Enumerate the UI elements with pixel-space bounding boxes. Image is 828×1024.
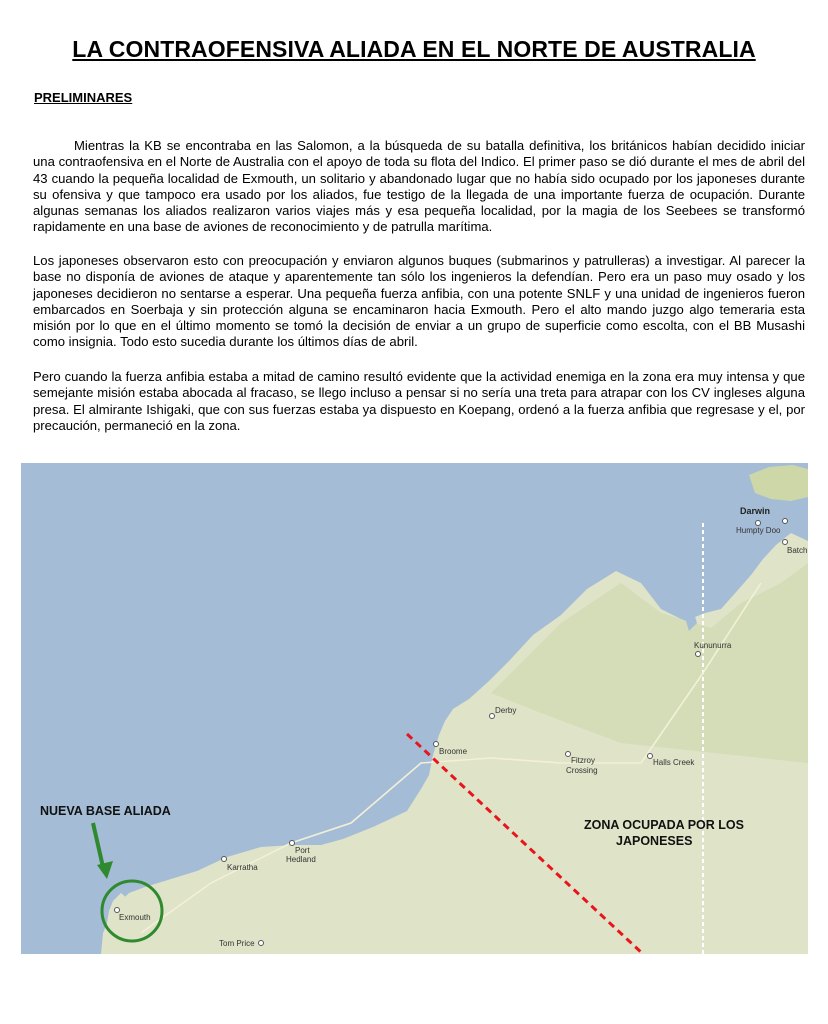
port-hedland-label-line1: Port <box>295 846 310 855</box>
port-hedland-label-line2: Hedland <box>286 855 316 864</box>
humpty-doo-marker <box>783 519 788 524</box>
tom-price-label: Tom Price <box>219 939 255 948</box>
occupied-zone-annotation-line2: JAPONESES <box>616 834 693 848</box>
paragraph-3: Pero cuando la fuerza anfibia estaba a mitad de camino resultó evidente que la actividad enemiga en la zona era muy intensa y que semejante misión estaba abocada al fracaso, se llego incluso a pensar si no sería una treta para atrapar con los CV ingleses alguna presa. El almirante Ishigaki, que con sus fuerzas estaba ya dispuesto en Koepang, ordenó a la fuerza anfibia que regresase y el, por precaución, permaneció en la zona. <box>33 369 805 433</box>
kununurra-label: Kununurra <box>694 641 732 650</box>
derby-label: Derby <box>495 706 517 715</box>
section-heading: PRELIMINARES <box>34 90 133 105</box>
fitzroy-label-line1: Fitzroy <box>571 756 595 765</box>
darwin-label: Darwin <box>740 506 771 516</box>
new-base-annotation: NUEVA BASE ALIADA <box>40 804 171 818</box>
halls-creek-marker <box>648 754 653 759</box>
halls-creek-label: Halls Creek <box>653 758 695 767</box>
occupied-zone-annotation-line1: ZONA OCUPADA POR LOS <box>584 818 744 832</box>
karratha-marker <box>222 857 227 862</box>
karratha-label: Karratha <box>227 863 258 872</box>
tom-price-marker <box>259 941 264 946</box>
kununurra-marker <box>696 652 701 657</box>
port-hedland-marker <box>290 841 295 846</box>
humpty-doo-label: Humpty Doo <box>736 526 781 535</box>
broome-marker <box>434 742 439 747</box>
batch-label: Batch <box>787 546 808 555</box>
exmouth-marker <box>115 908 120 913</box>
broome-label: Broome <box>439 747 468 756</box>
fitzroy-label-line2: Crossing <box>566 766 598 775</box>
derby-marker <box>490 714 495 719</box>
paragraph-2: Los japoneses observaron esto con preocupación y enviaron algunos buques (submarinos y patrulleras) a investigar. Al parecer la base no disponía de aviones de ataque y aparentemente tan sólo los ingenieros la defendían. Pero era un paso muy osado y los japoneses decidieron no sentarse a esperar. Una pequeña fuerza anfibia, con una potente SNLF y una unidad de ingenieros fueron embarcados en Soerbaja y sin protección alguna se encaminaron hacia Exmouth. Pero el alto mando juzgo algo temeraria esta misión por lo que en el último momento se tomó la decisión de enviar a un grupo de superficie como escolta, con el BB Musashi como insignia. Todo esto sucedia durante los últimos días de abril. <box>33 253 805 350</box>
fitzroy-marker <box>566 752 571 757</box>
map-north-australia <box>21 463 808 954</box>
paragraph-1: Mientras la KB se encontraba en las Salomon, a la búsqueda de su batalla definitiva, los británicos habían decidido iniciar una contraofensiva en el Norte de Australia con el apoyo de toda su flota del Indico. El primer paso se dió durante el mes de abril del 43 cuando la pequeña localidad de Exmouth, un solitario y abandonado lugar que no había sido ocupado por los japoneses durante su ofensiva y que tampoco era usado por los aliados, fue testigo de la llegada de una importante fuerza de ocupación. Durante algunas semanas los aliados realizaron varios viajes más y esa pequeña localidad, por la magia de los Seebees se transformó rapidamente en una base de aviones de reconocimiento y de patrulla marítima. <box>33 138 805 235</box>
exmouth-label: Exmouth <box>119 913 151 922</box>
batch-marker <box>783 540 788 545</box>
page-title: LA CONTRAOFENSIVA ALIADA EN EL NORTE DE AUSTRALIA <box>72 36 756 62</box>
darwin-marker <box>756 521 761 526</box>
